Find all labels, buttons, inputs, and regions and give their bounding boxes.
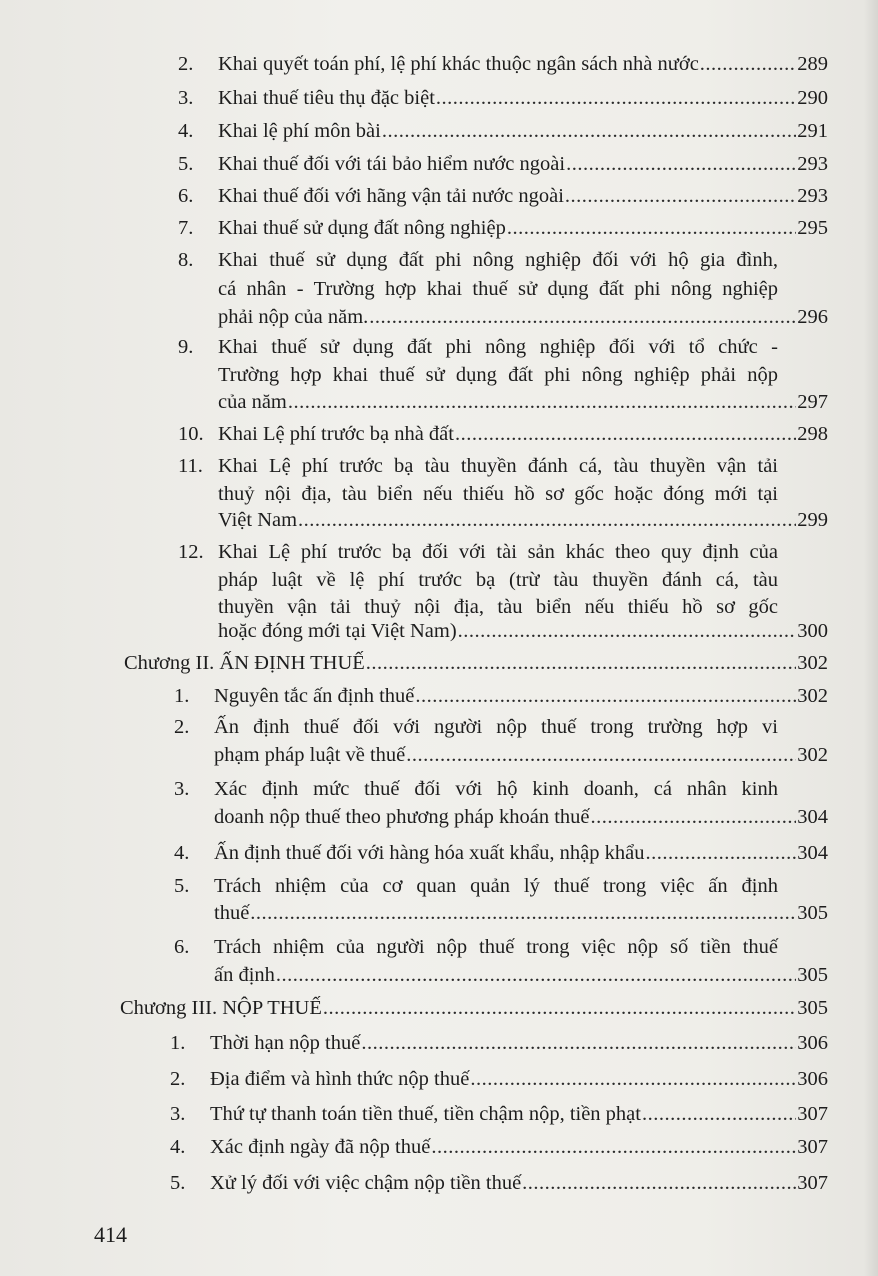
toc-entry-line: thuỷ nội địa, tàu biển nếu thiếu hồ sơ gốc hoặc đóng mới tại (218, 483, 778, 505)
toc-entry: 7. Khai thuế sử dụng đất nông nghiệp ..... 295 (178, 213, 828, 243)
page-number: 293 (797, 185, 828, 207)
page-number: 298 (797, 423, 828, 445)
leader-dots (361, 1028, 796, 1058)
leader-dots (431, 1132, 796, 1162)
leader-dots (323, 993, 796, 1023)
leader-dots (642, 1099, 796, 1129)
page-number: 302 (797, 744, 828, 766)
toc-entry-number: 12. (178, 541, 204, 563)
toc-entry-line: Trách nhiệm của người nộp thuế trong việc nộp số tiền thuế (214, 936, 778, 958)
page-number: 302 (797, 652, 828, 674)
page-number: 305 (797, 964, 828, 986)
leader-dots (455, 419, 796, 449)
page-edge-shadow (864, 0, 878, 1276)
toc-entry: 6. Khai thuế đối với hãng vận tải nước ngoài ..... 293 (178, 181, 828, 211)
toc-entry: 1. Nguyên tắc ấn định thuế ..... 302 (174, 681, 828, 711)
chapter-heading: Chương III. NỘP THUẾ ..... 305 (120, 993, 828, 1023)
toc-entry: 4. Ấn định thuế đối với hàng hóa xuất khẩu, nhập khẩu ..... 304 (174, 838, 828, 868)
leader-dots (458, 616, 797, 646)
page-number: 295 (797, 217, 828, 239)
toc-entry-number: 11. (178, 455, 203, 477)
leader-dots (382, 116, 796, 146)
leader-dots (591, 802, 797, 832)
toc-entry-line: Khai thuế sử dụng đất phi nông nghiệp đối với tổ chức - (218, 336, 778, 358)
page-number: 291 (797, 120, 828, 142)
toc-entry: 1. Thời hạn nộp thuế ..... 306 (170, 1028, 828, 1058)
page-number: 307 (797, 1103, 828, 1125)
toc-entry-line: pháp luật về lệ phí trước bạ (trừ tàu thuyền đánh cá, tàu (218, 569, 778, 591)
toc-entry: 2. Địa điểm và hình thức nộp thuế ..... 306 (170, 1064, 828, 1094)
leader-dots (565, 181, 796, 211)
page-number: 300 (797, 620, 828, 642)
toc-entry-line: Xác định mức thuế đối với hộ kinh doanh, cá nhân kinh (214, 778, 778, 800)
page-number: 289 (797, 53, 828, 75)
toc-entry-line: Ấn định thuế đối với người nộp thuế trong trường hợp vi (214, 716, 778, 738)
toc-entry-line: cá nhân - Trường hợp khai thuế sử dụng đất phi nông nghiệp (218, 278, 778, 300)
toc-entry-line: Khai thuế sử dụng đất phi nông nghiệp đối với hộ gia đình, (218, 249, 778, 271)
toc-entry: 3. Khai thuế tiêu thụ đặc biệt ..... 290 (178, 83, 828, 113)
leader-dots (366, 648, 796, 678)
leader-dots (470, 1064, 796, 1094)
page-number: 290 (797, 87, 828, 109)
toc-entry: thuế ..... 305 (214, 898, 828, 928)
page-number: 293 (797, 153, 828, 175)
page-number: 307 (797, 1172, 828, 1194)
toc-entry-number: 3. (174, 778, 190, 800)
leader-dots (369, 302, 796, 332)
toc-entry-line: Trường hợp khai thuế sử dụng đất phi nông nghiệp phải nộp (218, 364, 778, 386)
toc-entry: 3. Thứ tự thanh toán tiền thuế, tiền chậm nộp, tiền phạt ..... 307 (170, 1099, 828, 1129)
page-number: 304 (797, 806, 828, 828)
page-folio: 414 (94, 1222, 127, 1247)
leader-dots (566, 149, 796, 179)
toc-entry: Việt Nam ..... 299 (218, 505, 828, 535)
toc-entry: phải nộp của năm. ..... 296 (218, 302, 828, 332)
page-number: 307 (797, 1136, 828, 1158)
leader-dots (507, 213, 796, 243)
leader-dots (298, 505, 796, 535)
chapter-heading: Chương II. ẤN ĐỊNH THUẾ ..... 302 (124, 648, 828, 678)
toc-entry: doanh nộp thuế theo phương pháp khoán thuế ..... 304 (214, 802, 828, 832)
toc-entry: hoặc đóng mới tại Việt Nam) ..... 300 (218, 616, 828, 646)
toc-entry-number: 5. (174, 875, 190, 897)
page-number: 305 (797, 997, 828, 1019)
toc-entry-number: 6. (174, 936, 190, 958)
leader-dots (436, 83, 796, 113)
leader-dots (250, 898, 796, 928)
toc-entry-number: 8. (178, 249, 194, 271)
page-number: 302 (797, 685, 828, 707)
leader-dots (700, 49, 796, 79)
toc-entry: 5. Khai thuế đối với tái bảo hiểm nước ngoài ..... 293 (178, 149, 828, 179)
leader-dots (276, 960, 796, 990)
leader-dots (645, 838, 796, 868)
page-number: 297 (797, 391, 828, 413)
page-number: 304 (797, 842, 828, 864)
page-number: 305 (797, 902, 828, 924)
toc-entry-number: 2. (174, 716, 190, 738)
toc-entry: 4. Xác định ngày đã nộp thuế ..... 307 (170, 1132, 828, 1162)
leader-dots (522, 1168, 796, 1198)
toc-entry-line: Khai Lệ phí trước bạ tàu thuyền đánh cá, tàu thuyền vận tải (218, 455, 778, 477)
toc-entry: phạm pháp luật về thuế ..... 302 (214, 740, 828, 770)
toc-entry: 2. Khai quyết toán phí, lệ phí khác thuộc ngân sách nhà nước ..... 289 (178, 49, 828, 79)
toc-entry: 10. Khai Lệ phí trước bạ nhà đất ..... 298 (178, 419, 828, 449)
page-number: 296 (797, 306, 828, 328)
leader-dots (288, 387, 796, 417)
toc-entry-number: 9. (178, 336, 194, 358)
toc-entry-line: thuyền vận tải thuỷ nội địa, tàu biển nếu thiếu hồ sơ gốc (218, 596, 778, 618)
page-number: 299 (797, 509, 828, 531)
page-number: 306 (797, 1068, 828, 1090)
toc-entry: 4. Khai lệ phí môn bài ..... 291 (178, 116, 828, 146)
leader-dots (406, 740, 796, 770)
toc-entry: ấn định ..... 305 (214, 960, 828, 990)
leader-dots (415, 681, 796, 711)
page-number: 306 (797, 1032, 828, 1054)
toc-entry: của năm ..... 297 (218, 387, 828, 417)
toc-entry-line: Trách nhiệm của cơ quan quản lý thuế trong việc ấn định (214, 875, 778, 897)
toc-entry-line: Khai Lệ phí trước bạ đối với tài sản khác theo quy định của (218, 541, 778, 563)
toc-entry: 5. Xử lý đối với việc chậm nộp tiền thuế ..... 307 (170, 1168, 828, 1198)
